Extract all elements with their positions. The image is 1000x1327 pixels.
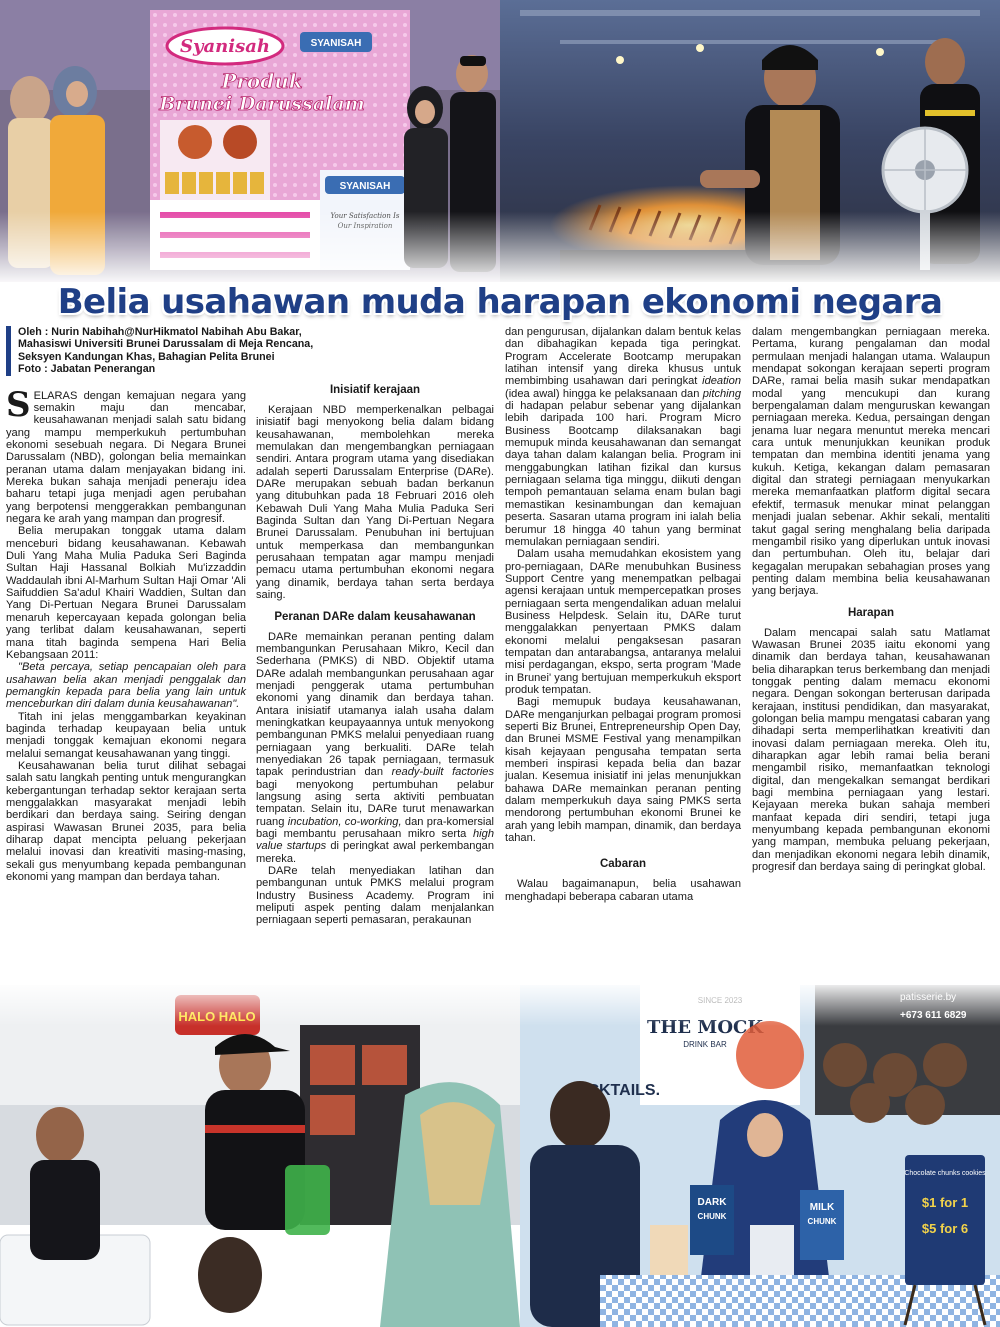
paragraph: Walau bagaimanapun, belia usahawan menghadapi beberapa cabaran utama	[505, 878, 741, 903]
paragraph: Kerajaan NBD memperkenalkan pelbagai inisiatif bagi menyokong belia dalam bidang keusahawanan, membolehkan mereka memulakan dan mengembangkan perniagaan sendiri. Antara program utama yang disediakan adalah seperti Darussalam Enterprise (DARe). DARe merupakan sebuah badan berkanun yang ditubuhkan pada 18 Februari 2016 oleh Kebawah Duli Yang Maha Mulia Paduka Seri Baginda Sultan dan Yang Di-Pertuan Negara Brunei Darussalam. Penubuhan ini bertujuan untuk memperkasa dan membangunkan perusahaan tempatan agar mampu menjadi pemacu utama pertumbuhan ekonomi negara yang dinamik, berdaya tahan serta berdaya saing.	[256, 404, 494, 602]
byline-affiliation: Mahasiswi Universiti Brunei Darussalam di Meja Rencana,	[18, 338, 314, 351]
paragraph: dan pengurusan, dijalankan dalam bentuk kelas dan dibahagikan kepada tiga peringkat. Program Accelerate Bootcamp merupakan latihan intensif yang direka khusus untuk membimbing usahawan dari peringkat ideation (idea awal) hingga ke pelaksanaan dan pitching di hadapan pelabur sebenar yang dijalankan lebih daripada 100 hari. Program Micro Business Bootcamp dilaksanakan bagi memupuk minda keusahawanan dan semangat daya tahan dalam kalangan belia. Program ini menggabungkan latihan fizikal dan kursus perniagaan selama tiga minggu, diikuti dengan tempoh pemantauan selama enam bulan bagi memastikan kesinambungan dan kemajuan peserta. Sasaran utama program ini ialah belia berumur 18 hingga 40 tahun yang berminat memulakan perniagaan sendiri.	[505, 326, 741, 548]
paragraph: DARe telah menyediakan latihan dan pembangunan untuk PMKS melalui program Industry Business Academy. Program ini meliputi aspek penting dalam menjalankan perniagaan seperti pemasaran, perakaunan	[256, 865, 494, 927]
intro-paragraph	[6, 384, 246, 526]
paragraph: Titah ini jelas menggambarkan keyakinan baginda terhadap keupayaan belia untuk menjadi tonggak kemajuan ekonomi negara melalui semangat keusahawanan yang tinggi.	[6, 710, 246, 760]
byline-author: Oleh : Nurin Nabihah@NurHikmatol Nabihah Abu Bakar,	[18, 326, 302, 338]
drop-cap: S	[6, 384, 31, 425]
byline-photo-credit: Foto : Jabatan Penerangan	[18, 363, 156, 376]
royal-quote: "Beta percaya, setiap pencapaian oleh para usahawan belia akan menjadi penggalak dan pemangkin kepada para belia yang lain untuk menceburkan diri dalam dunia keusahawanan".	[6, 661, 246, 711]
paragraph: Bagi memupuk budaya keusahawanan, DARe menganjurkan pelbagai program promosi seperti Biz Brunei, Entrepreneurship Open Day, dan Brunei MSME Festival yang menampilkan kisah kejayaan pengusaha tempatan serta memberi inspirasi kepada belia dan bazar jualan. Kesemua inisiatif ini jelas menunjukkan bahawa DARe memainkan peranan penting dalam memperkukuh daya saing PMKS serta mendorong pertumbuhan ekonomi Brunei ke arah yang lebih mampan, dinamik, dan berdaya tahan.	[505, 696, 741, 845]
byline	[6, 326, 314, 376]
subheading-cabaran: Cabaran	[599, 858, 647, 871]
top-photo-illustration	[0, 0, 1000, 282]
paragraph: dalam mengembangkan perniagaan mereka. Pertama, kurang pengalaman dan modal permulaan menjadi halangan utama. Walaupun mendapat sokongan kerajaan seperti program DARe, ramai belia masih sukar mendapatkan modal yang mencukupi dan kurang berpengalaman dalam menguruskan kewangan perniagaan mereka. Kedua, persaingan dengan jenama luar negara menuntut mereka mencari cara untuk menunjukkan keunikan produk tempatan dan membina identiti jenama yang kukuh. Ketiga, kekangan dalam pemasaran digital dan strategi perniagaan menyukarkan mereka memanfaatkan platform digital secara efektif, termasuk menukar minat pelanggan menjadi jualan sebenar. Akhir sekali, mentaliti takut gagal sering menghalang belia daripada mengambil risiko yang diperlukan untuk inovasi dan pertumbuhan. Oleh itu, belajar dari kegagalan merupakan sebahagian proses yang penting dalam membina belia keusahawanan yang berjaya.	[752, 326, 990, 598]
article-column-1	[6, 326, 314, 884]
headline-container	[0, 280, 1000, 324]
paragraph: Dalam usaha memudahkan ekosistem yang pro-perniagaan, DARe menubuhkan Business Support Centre yang menempatkan pelbagai agensi kerajaan untuk mempercepatkan proses perniagaan serta mengendalikan aduan melalui Business Helpdesk. Selain itu, DARe turut menggalakkan penyertaan PMKS dalam ekonomi melalui pengaksesan pasaran tempatan dan antarabangsa, antaranya melalui misi perdagangan, ekspo, serta program 'Made in Brunei' yang bertujuan memperkukuh eksport produk tempatan.	[505, 548, 741, 696]
subheading-harapan: Harapan	[847, 606, 895, 619]
paragraph: Keusahawanan belia turut dilihat sebagai salah satu langkah penting untuk mengurangkan kebergantungan terhadap sektor kerajaan serta menggalakkan masyarakat menjadi lebih berdikari dan berdaya saing. Seiring dengan aspirasi Wawasan Brunei 2035, para belia diharap dapat mencipta peluang pekerjaan melalui inovasi dan kreativiti masing-masing, sekali gus menyumbang kepada pembangunan ekonomi yang mampan dan berdaya tahan.	[6, 759, 246, 884]
article-column-2	[256, 326, 494, 927]
bottom-photo-illustration	[0, 985, 1000, 1327]
intro-text: ELARAS dengan kemajuan negara yang semakin maju dan mencabar, keusahawanan menjadi salah satu bidang yang mampu memperkukuh pertumbuhan ekonomi sesebuah negara. Di Negara Brunei Darussalam (NBD), golongan belia memainkan peranan utama dalam menjayakan bidang ini. Mereka bukan sahaja menjadi peneraju idea baharu tetapi juga menjadi agen perubahan yang berpotensi menggerakkan pembangunan negara ke arah yang mampan dan progresif.	[6, 389, 246, 526]
top-photo-collage	[0, 0, 1000, 282]
subheading-peranan-dare: Peranan DARe dalam keusahawanan	[274, 610, 476, 623]
paragraph: DARe memainkan peranan penting dalam membangunkan Perusahaan Mikro, Kecil dan Sederhana (PMKS) di NBD. Objektif utama DARe adalah membangunkan perusahaan agar menjadi penggerak utama pertumbuhan ekonomi yang dinamik dan berdaya tahan. Antara inisiatif utamanya ialah usaha dalam meningkatkan keupayaannya untuk menyokong pembangunan PMKS melalui penyediaan ruang perniagaan yang berkualiti. DARe telah menyediakan 26 tapak perniagaan, termasuk tapak perindustrian dan ready-built factories bagi menyokong pertumbuhan pelabur langsung asing serta aktiviti pembuatan tempatan. Selain itu, DARe turut menawarkan ruang incubation, co-working, dan pra-komersial bagi membantu perusahaan mikro serta high value startups di peringkat awal perkembangan mereka.	[256, 630, 495, 865]
subheading-inisiatif: Inisiatif kerajaan	[329, 384, 421, 396]
bottom-photo-collage	[0, 985, 1000, 1327]
paragraph: Dalam mencapai salah satu Matlamat Wawasan Brunei 2035 iaitu ekonomi yang dinamik dan berdaya tahan, keusahawanan belia diharapkan terus berkembang dan menjadi tonggak penting dalam memacu ekonomi negara. Dengan sokongan berterusan daripada kerajaan, institusi pendidikan, dan masyarakat, golongan belia mampu mengatasi cabaran yang dihadapi serta memperlihatkan kreativiti dan inovasi dalam perniagaan mereka. Oleh itu, diharapkan agar lebih ramai belia berani mengambil risiko, memanfaatkan teknologi digital, dan mengekalkan semangat berdikari bagi membina perniagaan yang lestari. Kejayaan mereka bukan sahaja memberi manfaat kepada diri sendiri, tetapi juga menyumbang kepada pembangunan ekonomi yang mampan, membuka peluang pekerjaan, dan menjadikan ekonomi negara lebih dinamik, progresif dan berdaya saing di peringkat global.	[752, 626, 990, 874]
paragraph: Belia merupakan tonggak utama dalam menceburi bidang keusahawanan. Kebawah Duli Yang Maha Mulia Paduka Seri Baginda Sultan Haji Hassanal Bolkiah Mu'izzaddin Waddaulah ibni Al-Marhum Sultan Haji Omar 'Ali Saifuddien Sa'adul Khairi Waddien, Sultan dan Yang Di-Pertuan Negara Brunei Darussalam menaruh kepercayaan kepada golongan belia yang terlibat dalam keusahawanan, seperti mana titah baginda sempena Hari Belia Kebangsaan 2011:	[6, 525, 246, 661]
byline-section: Seksyen Kandungan Khas, Bahagian Pelita Brunei	[18, 350, 275, 363]
article-column-3	[505, 326, 741, 903]
headline: Belia usahawan muda harapan ekonomi negara	[57, 282, 943, 322]
article-column-4	[752, 326, 990, 873]
